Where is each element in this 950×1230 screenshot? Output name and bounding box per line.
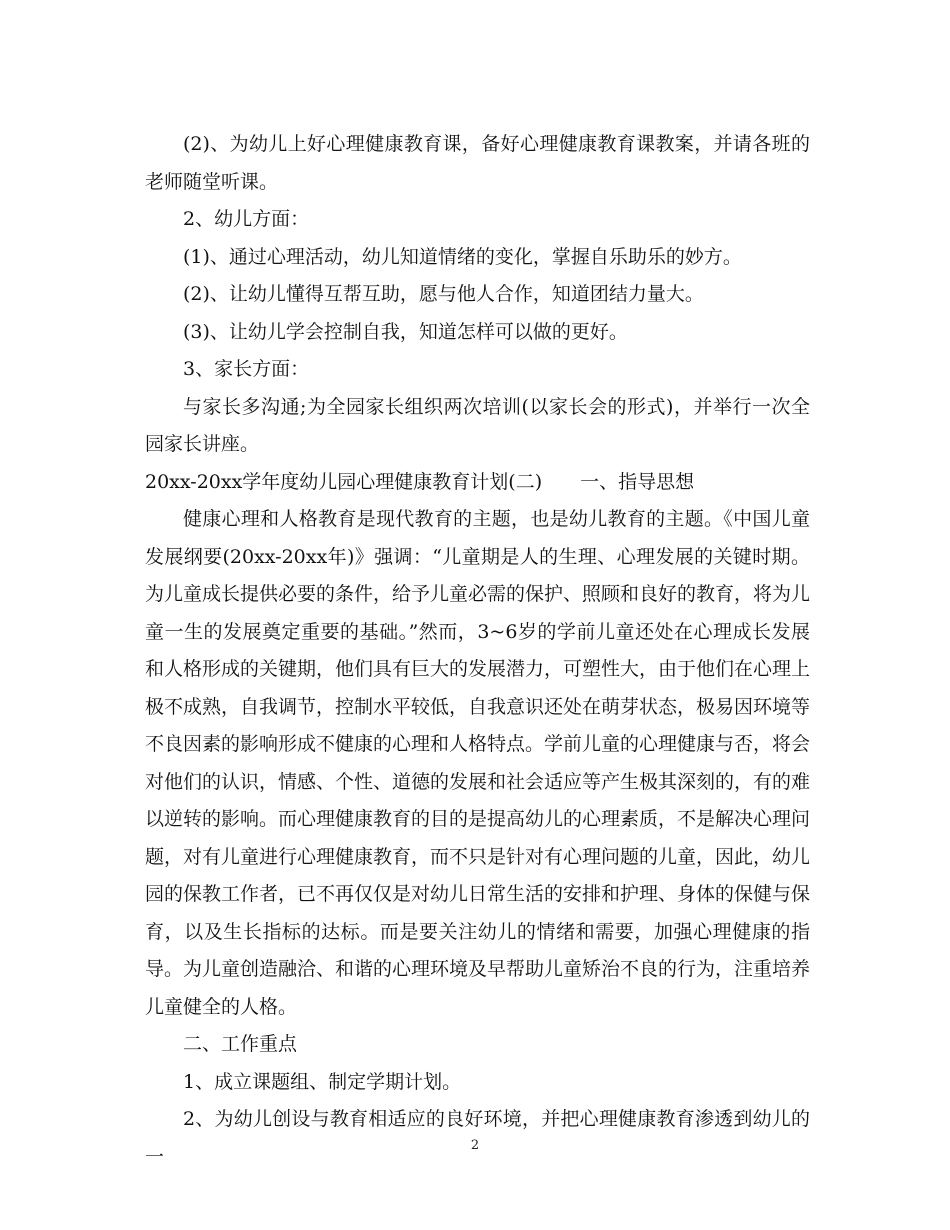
paragraph: 1、成立课题组、制定学期计划。: [183, 1070, 462, 1093]
document-title-line: 20xx-20xx学年度幼儿园心理健康教育计划(二) 一、指导思想: [145, 470, 695, 493]
paragraph: 2、为幼儿创设与教育相适应的良好环境，并把心理健康教育渗透到幼儿的一: [145, 1108, 810, 1168]
paragraph: 与家长多沟通;为全园家长组织两次培训(以家长会的形式)，并举行一次全园家长讲座。: [145, 395, 810, 455]
paragraph: (2)、为幼儿上好心理健康教育课，备好心理健康教育课教案，并请各班的老师随堂听课。: [145, 133, 810, 193]
paragraph: (3)、让幼儿学会控制自我，知道怎样可以做的更好。: [183, 320, 628, 343]
paragraph: 健康心理和人格教育是现代教育的主题，也是幼儿教育的主题。《中国儿童发展纲要(20xx-20xx年)》强调：“儿童期是人的生理、心理发展的关键时期。为儿童成长提供必要的条件，给予儿童必需的保护、照顾和良好的教育，将为儿童一生的发展奠定重要的基础。”然而，3~6岁的学前儿童还处在心理成长发展和人格形成的关键期，他们具有巨大的发展潜力，可塑性大，由于他们在心理上极不成熟，自我调节，控制水平较低，自我意识还处在萌芽状态，极易因环境等不良因素的影响形成不健康的心理和人格特点。学前儿童的心理健康与否，将会对他们的认识，情感、个性、道德的发展和社会适应等产生极其深刻的，有的难以逆转的影响。而心理健康教育的目的是提高幼儿的心理素质，不是解决心理问题，对有儿童进行心理健康教育，而不只是针对有心理问题的儿童，因此，幼儿园的保教工作者，已不再仅仅是对幼儿日常生活的安排和护理、身体的保健与保育，以及生长指标的达标。而是要关注幼儿的情绪和需要，加强心理健康的指导。为儿童创造融洽、和谐的心理环境及早帮助儿童矫治不良的行为，注重培养儿童健全的人格。: [145, 508, 811, 1018]
section-heading: 2、幼儿方面：: [183, 208, 310, 230]
section-heading: 3、家长方面：: [183, 358, 310, 380]
section-heading: 二、工作重点: [183, 1033, 298, 1055]
paragraph: (2)、让幼儿懂得互帮互助，愿与他人合作，知道团结力量大。: [183, 283, 704, 305]
paragraph: (1)、通过心理活动，幼儿知道情绪的变化，掌握自乐助乐的妙方。: [183, 245, 742, 268]
document-body: [145, 126, 810, 1176]
page-number: 2: [470, 1138, 480, 1153]
